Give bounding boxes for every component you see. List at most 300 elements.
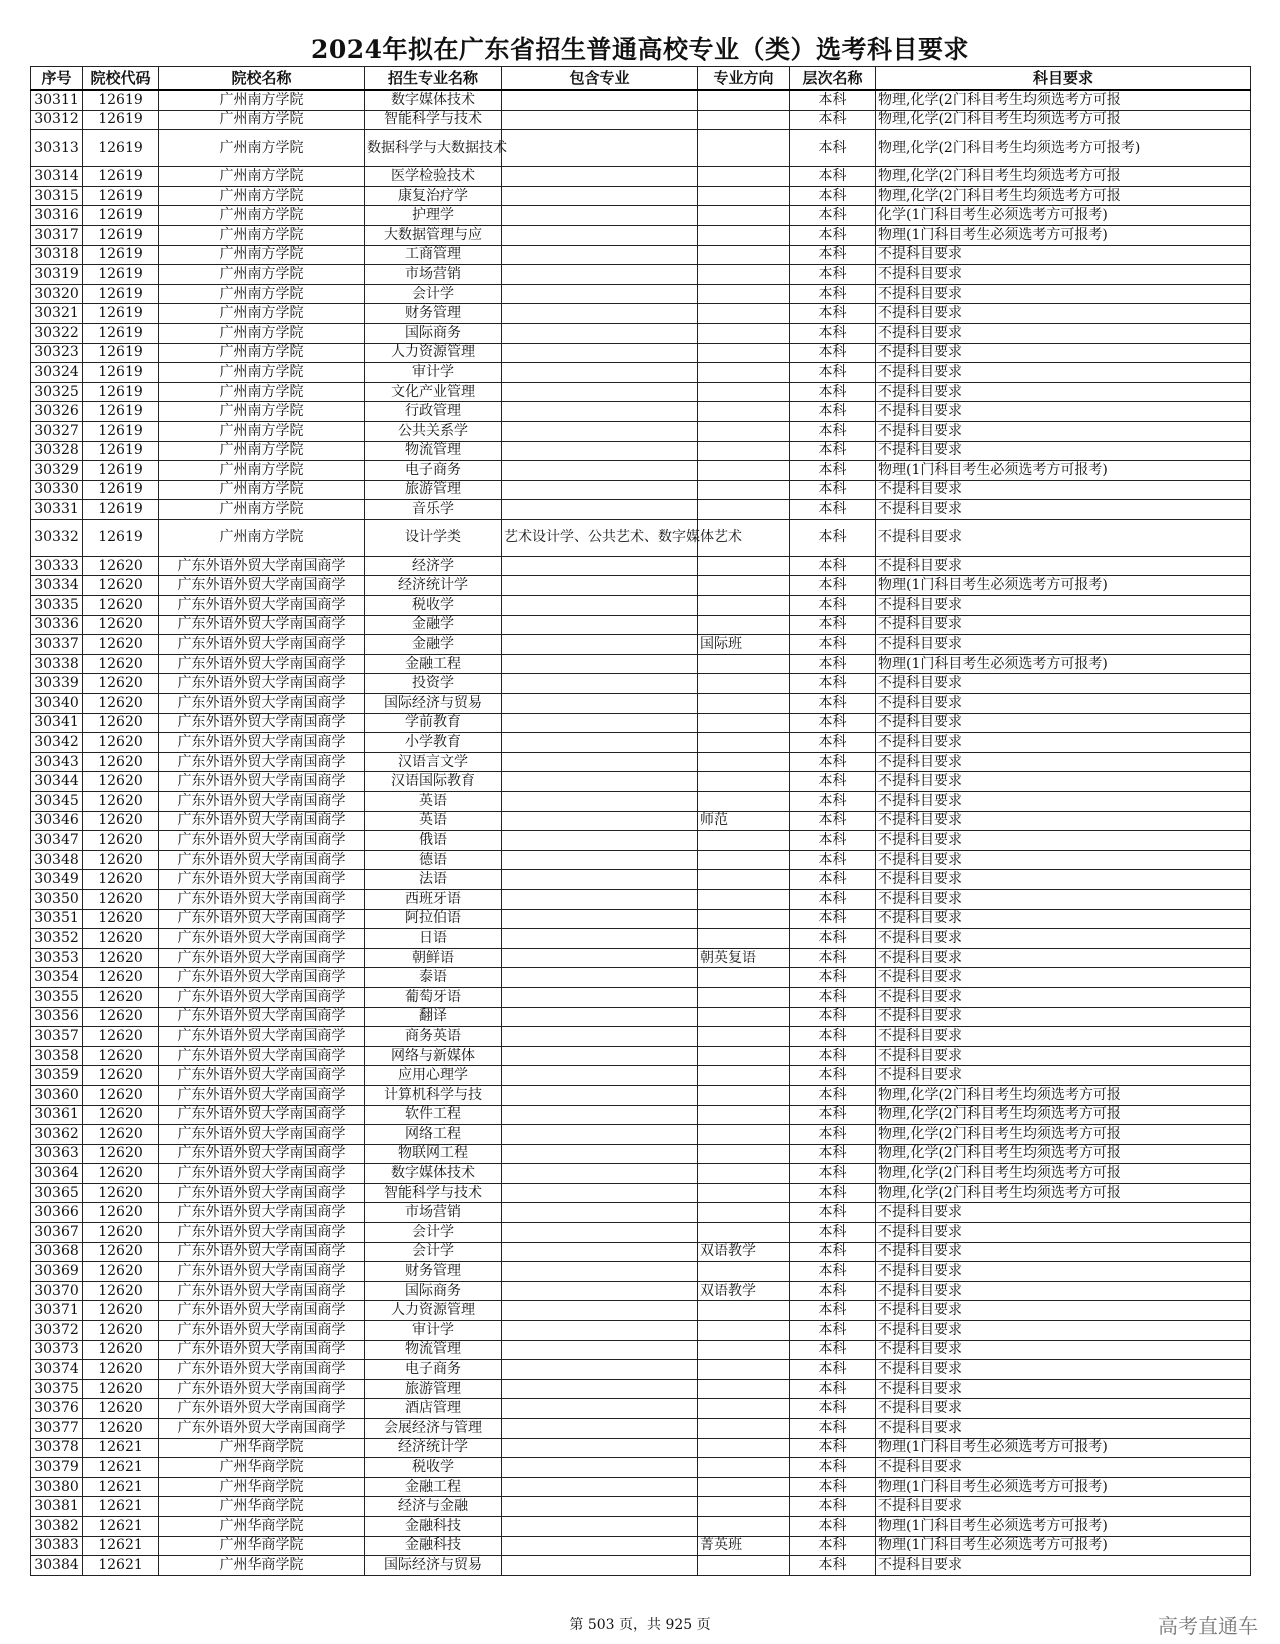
- table-cell: 商务英语: [365, 1027, 502, 1047]
- table-cell: 12620: [83, 556, 159, 576]
- table-cell: 30319: [31, 265, 83, 285]
- table-cell: 本科: [790, 889, 876, 909]
- table-cell: 30384: [31, 1556, 83, 1576]
- table-cell: 30362: [31, 1125, 83, 1145]
- table-cell: 12619: [83, 402, 159, 422]
- table-cell: 经济与金融: [365, 1497, 502, 1517]
- table-cell: [502, 831, 698, 851]
- table-cell: [502, 1458, 698, 1478]
- table-cell: 不提科目要求: [876, 402, 1251, 422]
- table-row: [31, 1007, 1251, 1027]
- table-cell: 12621: [83, 1536, 159, 1556]
- table-cell: 本科: [790, 206, 876, 226]
- table-row: [31, 1360, 1251, 1380]
- table-cell: 广东外语外贸大学南国商学: [159, 615, 365, 635]
- table-cell: 本科: [790, 382, 876, 402]
- table-cell: 音乐学: [365, 500, 502, 520]
- table-cell: [502, 1203, 698, 1223]
- table-cell: 12621: [83, 1497, 159, 1517]
- table-cell: [698, 909, 790, 929]
- table-cell: 30331: [31, 500, 83, 520]
- table-cell: 本科: [790, 1281, 876, 1301]
- table-cell: 不提科目要求: [876, 1242, 1251, 1262]
- table-cell: 12620: [83, 1340, 159, 1360]
- table-cell: 本科: [790, 1125, 876, 1145]
- table-cell: [502, 167, 698, 187]
- table-cell: [698, 1360, 790, 1380]
- table-cell: 30349: [31, 870, 83, 890]
- table-cell: 物理(1门科目考生必须选考方可报考): [876, 1477, 1251, 1497]
- table-row: [31, 90, 1251, 110]
- table-cell: 30341: [31, 713, 83, 733]
- table-cell: [698, 1458, 790, 1478]
- table-cell: 30338: [31, 654, 83, 674]
- table-cell: [502, 323, 698, 343]
- table-cell: 12620: [83, 1321, 159, 1341]
- table-cell: 物理,化学(2门科目考生均须选考方可报考): [876, 130, 1251, 167]
- table-cell: 30366: [31, 1203, 83, 1223]
- table-cell: 不提科目要求: [876, 1340, 1251, 1360]
- table-cell: 12620: [83, 596, 159, 616]
- table-cell: [698, 265, 790, 285]
- table-cell: 广东外语外贸大学南国商学: [159, 674, 365, 694]
- table-cell: [502, 421, 698, 441]
- table-cell: [698, 889, 790, 909]
- table-cell: 西班牙语: [365, 889, 502, 909]
- table-cell: 国际商务: [365, 323, 502, 343]
- table-cell: 12620: [83, 1242, 159, 1262]
- table-cell: [502, 130, 698, 167]
- table-cell: 护理学: [365, 206, 502, 226]
- table-cell: [698, 284, 790, 304]
- table-cell: 日语: [365, 929, 502, 949]
- table-cell: 本科: [790, 772, 876, 792]
- table-cell: [698, 1027, 790, 1047]
- table-cell: 12620: [83, 987, 159, 1007]
- table-cell: 12619: [83, 265, 159, 285]
- table-cell: 不提科目要求: [876, 1027, 1251, 1047]
- table-cell: 金融科技: [365, 1516, 502, 1536]
- table-cell: 不提科目要求: [876, 1419, 1251, 1439]
- table-cell: 物理,化学(2门科目考生均须选考方可报: [876, 186, 1251, 206]
- table-cell: 物理,化学(2门科目考生均须选考方可报: [876, 1164, 1251, 1184]
- table-cell: 广州华商学院: [159, 1556, 365, 1576]
- table-row: [31, 635, 1251, 655]
- table-row: [31, 304, 1251, 324]
- table-cell: [698, 110, 790, 130]
- table-cell: 30374: [31, 1360, 83, 1380]
- table-cell: 本科: [790, 1223, 876, 1243]
- table-cell: 12620: [83, 889, 159, 909]
- table-row: [31, 831, 1251, 851]
- table-cell: [698, 402, 790, 422]
- table-cell: 广州华商学院: [159, 1458, 365, 1478]
- table-cell: 12621: [83, 1438, 159, 1458]
- table-cell: 葡萄牙语: [365, 987, 502, 1007]
- table-cell: 本科: [790, 811, 876, 831]
- table-cell: [502, 1536, 698, 1556]
- table-cell: [698, 1046, 790, 1066]
- table-cell: 本科: [790, 265, 876, 285]
- table-cell: 30383: [31, 1536, 83, 1556]
- table-cell: 12620: [83, 1419, 159, 1439]
- table-cell: 广东外语外贸大学南国商学: [159, 1340, 365, 1360]
- table-cell: 30370: [31, 1281, 83, 1301]
- table-cell: 12620: [83, 1027, 159, 1047]
- table-row: [31, 1164, 1251, 1184]
- column-header: 专业方向: [698, 67, 790, 91]
- table-cell: 本科: [790, 500, 876, 520]
- table-cell: [502, 654, 698, 674]
- table-cell: [502, 402, 698, 422]
- table-cell: 人力资源管理: [365, 343, 502, 363]
- table-cell: [502, 186, 698, 206]
- table-row: [31, 1085, 1251, 1105]
- table-cell: 经济统计学: [365, 576, 502, 596]
- table-cell: [502, 909, 698, 929]
- table-cell: 广东外语外贸大学南国商学: [159, 1183, 365, 1203]
- table-cell: 本科: [790, 519, 876, 556]
- table-cell: 本科: [790, 186, 876, 206]
- table-cell: 本科: [790, 1183, 876, 1203]
- table-cell: [698, 500, 790, 520]
- table-cell: 30380: [31, 1477, 83, 1497]
- table-cell: 30336: [31, 615, 83, 635]
- table-cell: 本科: [790, 1419, 876, 1439]
- table-cell: 本科: [790, 694, 876, 714]
- table-cell: 物理(1门科目考生必须选考方可报考): [876, 654, 1251, 674]
- table-cell: [698, 461, 790, 481]
- table-cell: 广东外语外贸大学南国商学: [159, 556, 365, 576]
- table-cell: 汉语国际教育: [365, 772, 502, 792]
- table-cell: 本科: [790, 421, 876, 441]
- table-cell: 30359: [31, 1066, 83, 1086]
- table-cell: 30360: [31, 1085, 83, 1105]
- table-cell: 30373: [31, 1340, 83, 1360]
- table-cell: [698, 382, 790, 402]
- table-cell: [698, 694, 790, 714]
- table-cell: 广州华商学院: [159, 1536, 365, 1556]
- table-cell: 30357: [31, 1027, 83, 1047]
- table-cell: 财务管理: [365, 304, 502, 324]
- table-row: [31, 1183, 1251, 1203]
- table-cell: 广东外语外贸大学南国商学: [159, 1379, 365, 1399]
- table-cell: 本科: [790, 343, 876, 363]
- table-row: [31, 461, 1251, 481]
- table-cell: [502, 206, 698, 226]
- table-cell: 广州南方学院: [159, 461, 365, 481]
- table-row: [31, 556, 1251, 576]
- table-cell: 广州南方学院: [159, 363, 365, 383]
- table-cell: 双语教学: [698, 1242, 790, 1262]
- table-cell: [698, 1321, 790, 1341]
- table-cell: 不提科目要求: [876, 1066, 1251, 1086]
- table-cell: 不提科目要求: [876, 323, 1251, 343]
- table-row: [31, 752, 1251, 772]
- table-row: [31, 167, 1251, 187]
- table-cell: 广东外语外贸大学南国商学: [159, 1105, 365, 1125]
- table-cell: 朝鲜语: [365, 948, 502, 968]
- table-cell: [698, 654, 790, 674]
- table-cell: 广东外语外贸大学南国商学: [159, 1301, 365, 1321]
- table-row: [31, 1556, 1251, 1576]
- table-cell: [502, 245, 698, 265]
- table-cell: 金融学: [365, 635, 502, 655]
- table-cell: [502, 1477, 698, 1497]
- table-cell: 法语: [365, 870, 502, 890]
- table-cell: 12620: [83, 713, 159, 733]
- table-cell: 会展经济与管理: [365, 1419, 502, 1439]
- table-cell: 化学(1门科目考生必须选考方可报考): [876, 206, 1251, 226]
- table-cell: 12620: [83, 1203, 159, 1223]
- table-cell: 12620: [83, 576, 159, 596]
- table-cell: 金融工程: [365, 1477, 502, 1497]
- table-cell: 广东外语外贸大学南国商学: [159, 713, 365, 733]
- table-cell: 小学教育: [365, 733, 502, 753]
- table-cell: 本科: [790, 987, 876, 1007]
- table-cell: 本科: [790, 1105, 876, 1125]
- table-cell: 英语: [365, 792, 502, 812]
- table-cell: [502, 1223, 698, 1243]
- table-cell: 广东外语外贸大学南国商学: [159, 1144, 365, 1164]
- table-row: [31, 850, 1251, 870]
- table-row: [31, 674, 1251, 694]
- table-cell: 本科: [790, 1340, 876, 1360]
- table-cell: 广州南方学院: [159, 519, 365, 556]
- table-cell: 广州南方学院: [159, 167, 365, 187]
- table-cell: [698, 556, 790, 576]
- table-cell: [698, 1340, 790, 1360]
- table-cell: 12620: [83, 1125, 159, 1145]
- table-cell: 电子商务: [365, 1360, 502, 1380]
- table-cell: 30348: [31, 850, 83, 870]
- table-cell: 不提科目要求: [876, 1046, 1251, 1066]
- table-cell: 12619: [83, 519, 159, 556]
- table-cell: 12620: [83, 811, 159, 831]
- table-cell: 30378: [31, 1438, 83, 1458]
- table-cell: 12621: [83, 1516, 159, 1536]
- table-cell: 物理(1门科目考生必须选考方可报考): [876, 461, 1251, 481]
- table-body: [31, 90, 1251, 1575]
- table-row: [31, 130, 1251, 167]
- table-cell: 广州南方学院: [159, 90, 365, 110]
- table-cell: 12619: [83, 110, 159, 130]
- table-cell: 本科: [790, 1242, 876, 1262]
- table-cell: 本科: [790, 363, 876, 383]
- table-cell: [502, 304, 698, 324]
- table-cell: 广东外语外贸大学南国商学: [159, 772, 365, 792]
- table-row: [31, 909, 1251, 929]
- table-cell: [502, 1144, 698, 1164]
- table-cell: [698, 225, 790, 245]
- table-cell: 12620: [83, 1223, 159, 1243]
- table-cell: 本科: [790, 461, 876, 481]
- table-cell: 不提科目要求: [876, 1281, 1251, 1301]
- table-cell: 30339: [31, 674, 83, 694]
- table-cell: 本科: [790, 1556, 876, 1576]
- table-cell: 30363: [31, 1144, 83, 1164]
- table-cell: 30345: [31, 792, 83, 812]
- table-cell: 广东外语外贸大学南国商学: [159, 792, 365, 812]
- table-cell: [698, 167, 790, 187]
- table-cell: 国际商务: [365, 1281, 502, 1301]
- table-cell: 12619: [83, 421, 159, 441]
- table-cell: 12621: [83, 1458, 159, 1478]
- table-cell: 12619: [83, 323, 159, 343]
- table-cell: 30375: [31, 1379, 83, 1399]
- table-cell: [502, 987, 698, 1007]
- table-cell: 不提科目要求: [876, 968, 1251, 988]
- table-cell: 12619: [83, 382, 159, 402]
- column-header: 科目要求: [876, 67, 1251, 91]
- table-row: [31, 1301, 1251, 1321]
- table-cell: [502, 948, 698, 968]
- table-row: [31, 1536, 1251, 1556]
- table-cell: 广州南方学院: [159, 110, 365, 130]
- table-cell: [502, 1066, 698, 1086]
- table-cell: [698, 772, 790, 792]
- table-cell: 俄语: [365, 831, 502, 851]
- table-cell: 30355: [31, 987, 83, 1007]
- table-cell: 广东外语外贸大学南国商学: [159, 909, 365, 929]
- table-row: [31, 948, 1251, 968]
- table-cell: 数据科学与大数据技术: [365, 130, 502, 167]
- table-cell: [698, 1007, 790, 1027]
- table-cell: 12620: [83, 615, 159, 635]
- table-cell: [502, 1556, 698, 1576]
- table-cell: 税收学: [365, 1458, 502, 1478]
- table-cell: 不提科目要求: [876, 556, 1251, 576]
- table-cell: 12620: [83, 968, 159, 988]
- table-cell: 本科: [790, 1203, 876, 1223]
- table-cell: 本科: [790, 1458, 876, 1478]
- table-cell: 汉语言文学: [365, 752, 502, 772]
- table-cell: [502, 1516, 698, 1536]
- table-cell: 物理,化学(2门科目考生均须选考方可报: [876, 110, 1251, 130]
- table-cell: 不提科目要求: [876, 674, 1251, 694]
- table-row: [31, 1125, 1251, 1145]
- table-cell: 工商管理: [365, 245, 502, 265]
- table-cell: 12620: [83, 674, 159, 694]
- table-cell: 人力资源管理: [365, 1301, 502, 1321]
- table-cell: 不提科目要求: [876, 1223, 1251, 1243]
- table-cell: 广东外语外贸大学南国商学: [159, 1262, 365, 1282]
- table-cell: [698, 1223, 790, 1243]
- table-cell: [698, 1379, 790, 1399]
- table-cell: 30369: [31, 1262, 83, 1282]
- table-cell: 广东外语外贸大学南国商学: [159, 968, 365, 988]
- table-cell: 本科: [790, 870, 876, 890]
- table-cell: 本科: [790, 713, 876, 733]
- table-row: [31, 402, 1251, 422]
- table-cell: 旅游管理: [365, 1379, 502, 1399]
- table-cell: 本科: [790, 831, 876, 851]
- table-cell: 审计学: [365, 1321, 502, 1341]
- table-cell: 国际班: [698, 635, 790, 655]
- table-cell: 不提科目要求: [876, 929, 1251, 949]
- table-cell: 不提科目要求: [876, 1497, 1251, 1517]
- table-cell: [502, 870, 698, 890]
- table-cell: [502, 596, 698, 616]
- table-cell: 网络工程: [365, 1125, 502, 1145]
- table-cell: 广东外语外贸大学南国商学: [159, 1360, 365, 1380]
- table-row: [31, 382, 1251, 402]
- table-cell: 物理(1门科目考生必须选考方可报考): [876, 1438, 1251, 1458]
- table-cell: 本科: [790, 1321, 876, 1341]
- table-cell: 广东外语外贸大学南国商学: [159, 1399, 365, 1419]
- table-cell: 本科: [790, 556, 876, 576]
- table-cell: 本科: [790, 167, 876, 187]
- table-cell: 广州南方学院: [159, 304, 365, 324]
- table-cell: 不提科目要求: [876, 596, 1251, 616]
- table-cell: [502, 850, 698, 870]
- table-cell: 30312: [31, 110, 83, 130]
- table-cell: 广东外语外贸大学南国商学: [159, 870, 365, 890]
- table-row: [31, 1419, 1251, 1439]
- table-cell: 本科: [790, 1379, 876, 1399]
- table-row: [31, 1144, 1251, 1164]
- table-cell: 本科: [790, 929, 876, 949]
- table-cell: [502, 733, 698, 753]
- table-cell: [698, 421, 790, 441]
- table-cell: [502, 576, 698, 596]
- table-row: [31, 480, 1251, 500]
- table-cell: [502, 752, 698, 772]
- table-cell: 广州南方学院: [159, 500, 365, 520]
- table-cell: 本科: [790, 1516, 876, 1536]
- table-cell: 物理(1门科目考生必须选考方可报考): [876, 225, 1251, 245]
- table-cell: [698, 752, 790, 772]
- table-cell: 本科: [790, 1066, 876, 1086]
- table-cell: [502, 811, 698, 831]
- table-cell: 广东外语外贸大学南国商学: [159, 987, 365, 1007]
- table-cell: 国际经济与贸易: [365, 1556, 502, 1576]
- table-cell: 本科: [790, 635, 876, 655]
- table-cell: 不提科目要求: [876, 1321, 1251, 1341]
- table-cell: 30329: [31, 461, 83, 481]
- table-cell: 本科: [790, 752, 876, 772]
- table-cell: 物联网工程: [365, 1144, 502, 1164]
- table-cell: [698, 1203, 790, 1223]
- table-row: [31, 713, 1251, 733]
- table-cell: 12620: [83, 733, 159, 753]
- table-cell: 本科: [790, 1046, 876, 1066]
- table-cell: 广东外语外贸大学南国商学: [159, 1223, 365, 1243]
- table-cell: 本科: [790, 225, 876, 245]
- table-cell: 不提科目要求: [876, 811, 1251, 831]
- table-cell: 金融工程: [365, 654, 502, 674]
- table-cell: 30377: [31, 1419, 83, 1439]
- table-cell: 不提科目要求: [876, 792, 1251, 812]
- table-cell: 12620: [83, 929, 159, 949]
- table-cell: 德语: [365, 850, 502, 870]
- table-cell: [502, 929, 698, 949]
- table-cell: 本科: [790, 1399, 876, 1419]
- table-row: [31, 1340, 1251, 1360]
- table-cell: 12619: [83, 245, 159, 265]
- table-cell: 30318: [31, 245, 83, 265]
- table-cell: 不提科目要求: [876, 1203, 1251, 1223]
- table-cell: 30352: [31, 929, 83, 949]
- table-cell: 不提科目要求: [876, 519, 1251, 556]
- table-cell: [502, 968, 698, 988]
- table-cell: 12619: [83, 90, 159, 110]
- table-row: [31, 225, 1251, 245]
- table-row: [31, 284, 1251, 304]
- table-cell: 12620: [83, 831, 159, 851]
- table-cell: [502, 382, 698, 402]
- table-cell: 12620: [83, 654, 159, 674]
